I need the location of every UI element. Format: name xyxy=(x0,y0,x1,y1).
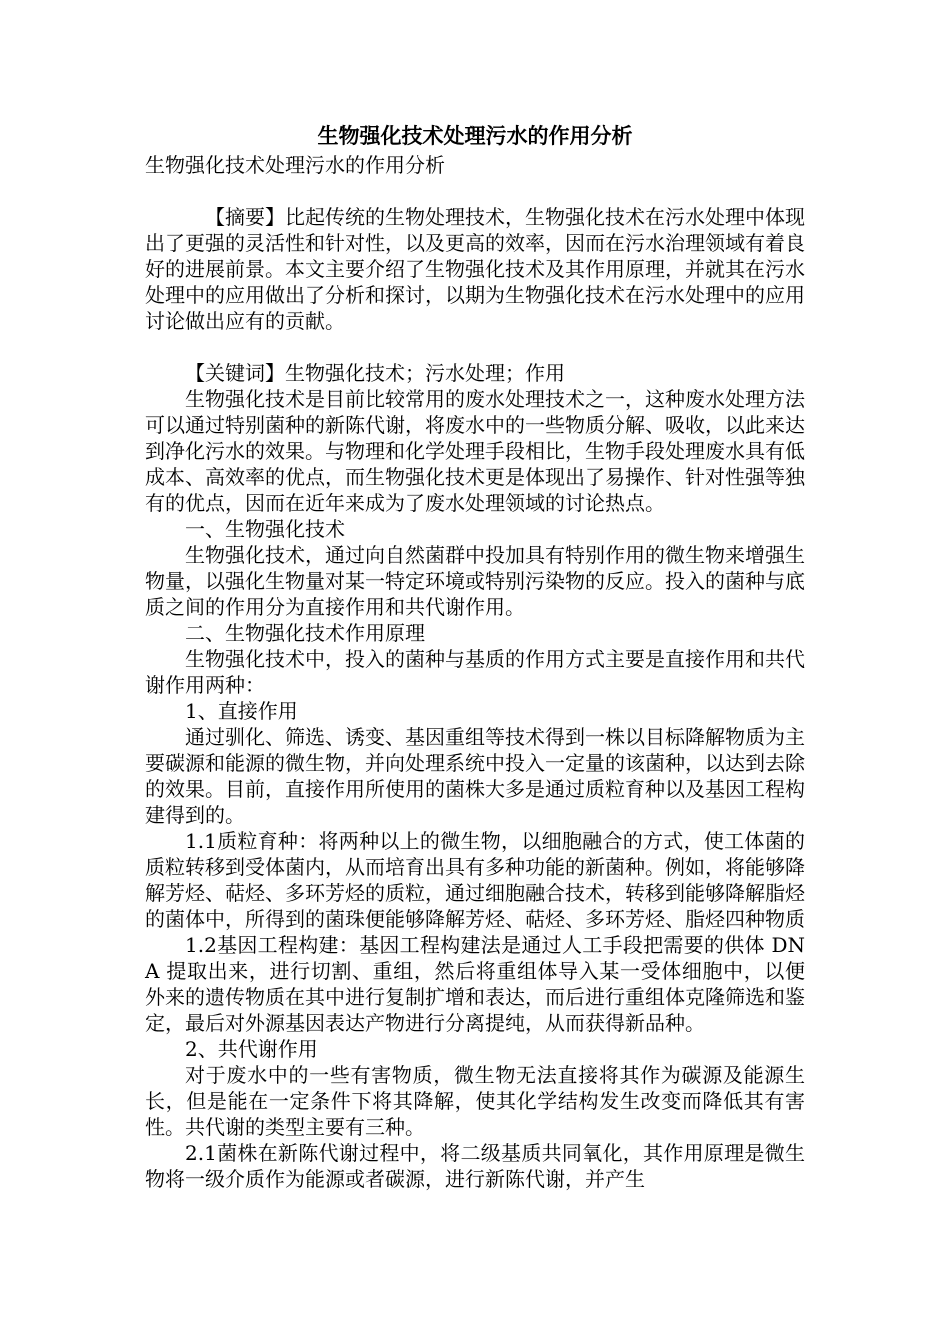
keywords-paragraph: 【关键词】生物强化技术；污水处理；作用 xyxy=(185,361,565,385)
section-heading: 一、生物强化技术 xyxy=(185,517,345,541)
body-paragraph: 1.2基因工程构建：基因工程构建法是通过人工手段把需要的供体 DNA 提取出来，进行切割、重组，然后将重组体导入某一受体细胞中，以便外来的遗传物质在其中进行复制扩增和表达，而后进行重组体克隆筛选和鉴定，最后对外源基因表达产物进行分离提纯，从而获得新品种。 xyxy=(145,933,805,1035)
body-paragraph: 生物强化技术中，投入的菌种与基质的作用方式主要是直接作用和共代谢作用两种： xyxy=(145,647,805,697)
body-paragraph: 通过驯化、筛选、诱变、基因重组等技术得到一株以目标降解物质为主要碳源和能源的微生物，并向处理系统中投入一定量的该菌种，以达到去除的效果。目前，直接作用所使用的菌株大多是通过质粒育种以及基因工程构建得到的。 xyxy=(145,725,805,827)
subsection-heading: 1、直接作用 xyxy=(185,699,298,723)
body-paragraph: 2.1菌株在新陈代谢过程中，将二级基质共同氧化，其作用原理是微生物将一级介质作为能源或者碳源，进行新陈代谢，并产生 xyxy=(145,1141,805,1191)
abstract-paragraph: 【摘要】比起传统的生物处理技术，生物强化技术在污水处理中体现出了更强的灵活性和针对性，以及更高的效率，因而在污水治理领域有着良好的进展前景。本文主要介绍了生物强化技术及其作用原理，并就其在污水处理中的应用做出了分析和探讨，以期为生物强化技术在污水处理中的应用讨论做出应有的贡献。 xyxy=(145,205,805,333)
body-paragraph: 对于废水中的一些有害物质，微生物无法直接将其作为碳源及能源生长，但是能在一定条件下将其降解，使其化学结构发生改变而降低其有害性。共代谢的类型主要有三种。 xyxy=(145,1063,805,1139)
body-paragraph: 生物强化技术是目前比较常用的废水处理技术之一，这种废水处理方法可以通过特别菌种的新陈代谢，将废水中的一些物质分解、吸收，以此来达到净化污水的效果。与物理和化学处理手段相比，生物手段处理废水具有低成本、高效率的优点，而生物强化技术更是体现出了易操作、针对性强等独有的优点，因而在近年来成为了废水处理领域的讨论热点。 xyxy=(145,387,805,515)
subsection-heading: 2、共代谢作用 xyxy=(185,1037,318,1061)
body-paragraph: 1.1质粒育种：将两种以上的微生物，以细胞融合的方式，使工体菌的质粒转移到受体菌内，从而培育出具有多种功能的新菌种。例如，将能够降解芳烃、萜烃、多环芳烃的质粒，通过细胞融合技术，转移到能够降解脂烃的菌体中，所得到的菌珠便能够降解芳烃、萜烃、多环芳烃、脂烃四种物质 xyxy=(145,829,805,931)
document-subtitle: 生物强化技术处理污水的作用分析 xyxy=(145,153,445,177)
document-title: 生物强化技术处理污水的作用分析 xyxy=(317,124,633,148)
body-paragraph: 生物强化技术，通过向自然菌群中投加具有特别作用的微生物来增强生物量，以强化生物量对某一特定环境或特别污染物的反应。投入的菌种与底质之间的作用分为直接作用和共代谢作用。 xyxy=(145,543,805,619)
document-page xyxy=(145,120,805,1192)
section-heading: 二、生物强化技术作用原理 xyxy=(185,621,425,645)
